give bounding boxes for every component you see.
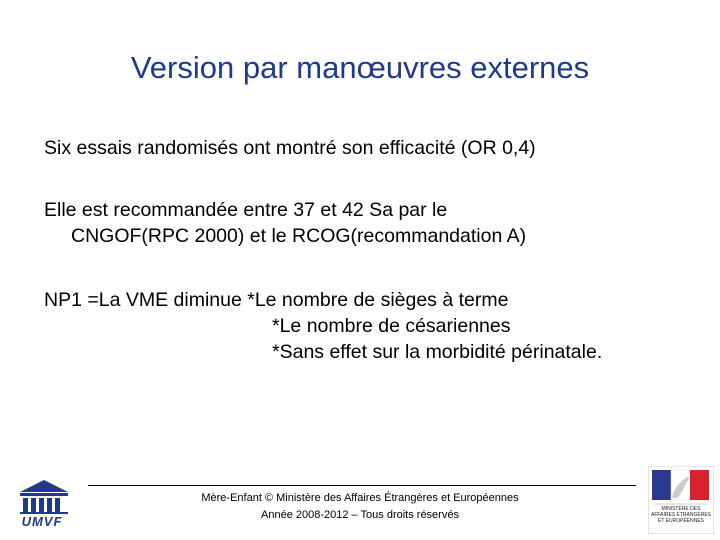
paragraph-2-line-2: CNGOF(RPC 2000) et le RCOG(recommandation A) bbox=[71, 225, 527, 247]
paragraph-3-line-2: *Le nombre de césariennes bbox=[272, 315, 511, 337]
paragraph-2 bbox=[44, 197, 526, 249]
ministry-label: MINISTÈRE DES AFFAIRES ÉTRANGÈRES ET EUROPÉENNES bbox=[650, 506, 711, 524]
footer-divider bbox=[88, 485, 636, 486]
footer-line-2: Année 2008-2012 – Tous droits réservés bbox=[261, 509, 459, 521]
paragraph-3-line-1: NP1 =La VME diminue *Le nombre de sièges à terme bbox=[44, 289, 509, 311]
paragraph-3-line-3: *Sans effet sur la morbidité périnatale. bbox=[272, 341, 603, 363]
slide-title: Version par manœuvres externes bbox=[130, 50, 590, 85]
paragraph-2-line-1: Elle est recommandée entre 37 et 42 Sa par le bbox=[44, 199, 448, 221]
paragraph-1: Six essais randomisés ont montré son efficacité (OR 0,4) bbox=[44, 137, 536, 159]
footer-line-1: Mère-Enfant © Ministère des Affaires Étrangères et Européennes bbox=[201, 492, 519, 504]
paragraph-3 bbox=[44, 287, 602, 365]
umvf-label: UMVF bbox=[21, 514, 63, 529]
